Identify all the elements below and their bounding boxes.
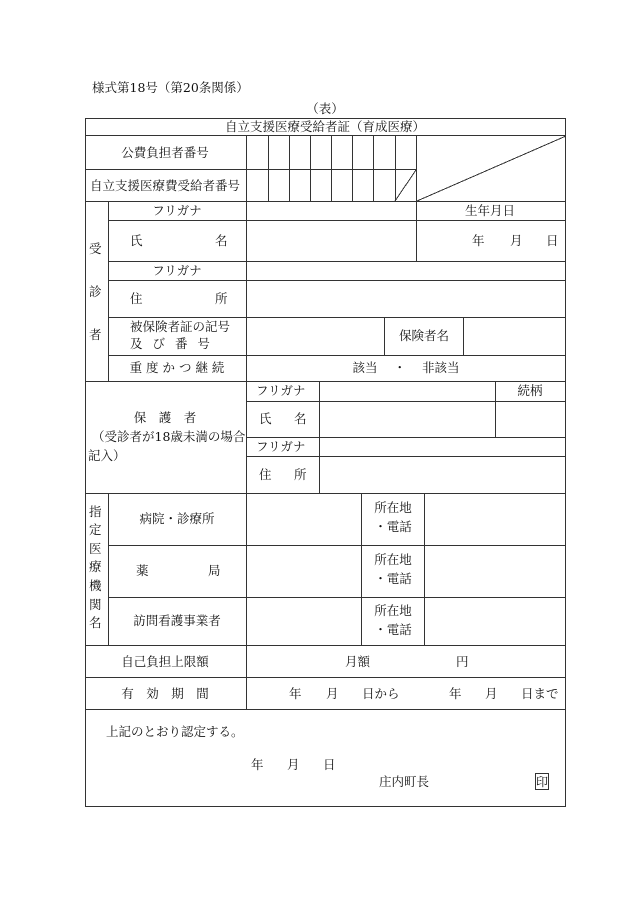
pharmacy-location-label-2: ・電話 (374, 571, 412, 586)
patient-name-label-1: 氏 (130, 233, 143, 248)
side-indicator: （表） (306, 101, 344, 116)
institution-label-4: 療 (89, 559, 102, 574)
copay-label: 自己負担上限額 (121, 654, 209, 669)
institution-label-2: 定 (89, 522, 102, 537)
patient-address-label-1: 住 (130, 291, 143, 306)
guardian-address-label-2: 所 (294, 467, 307, 482)
form-title: 自立支援医療受給者証（育成医療） (224, 119, 426, 134)
institution-label-3: 医 (89, 541, 102, 556)
seal-mark: 印 (536, 775, 549, 789)
guardian-section-note-2: 記入） (88, 448, 126, 463)
severe-continuous-label: 重 度 か つ 継 続 (129, 360, 225, 375)
patient-section-label-1: 受 (89, 241, 102, 256)
copay-monthly: 月額 (345, 654, 371, 669)
patient-name-label-2: 名 (215, 233, 228, 248)
hospital-label: 病院・診療所 (139, 511, 215, 526)
public-payer-number-label: 公費負担者番号 (121, 145, 209, 160)
hospital-location-label-1: 所在地 (374, 500, 412, 515)
severe-options: 該当 ・ 非該当 (352, 360, 460, 375)
guardian-address-label-1: 住 (259, 467, 272, 482)
guardian-name-label-1: 氏 (259, 411, 272, 426)
validity-label: 有 効 期 間 (121, 686, 209, 701)
patient-furigana2-label: フリガナ (152, 263, 202, 278)
guardian-section-note-1: （受診者が18歳未満の場合 (92, 429, 246, 444)
insurer-name-label: 保険者名 (398, 328, 450, 343)
certification-year: 年 (251, 757, 264, 772)
patient-section-label-3: 者 (89, 327, 102, 342)
birth-date-label: 生年月日 (464, 203, 516, 218)
guardian-furigana-label: フリガナ (256, 383, 306, 398)
guardian-section-label: 保 護 者 (133, 410, 197, 425)
validity-to-day: 日まで (521, 686, 559, 701)
pharmacy-location-label-1: 所在地 (374, 552, 412, 567)
insurance-card-label-2: 及 び 番 号 (130, 336, 213, 351)
institution-label-7: 名 (89, 615, 102, 630)
validity-to-year: 年 (449, 686, 462, 701)
patient-section-label-2: 診 (89, 284, 102, 299)
form-number: 様式第18号（第20条関係） (92, 80, 249, 95)
nursing-location-label-2: ・電話 (374, 622, 412, 637)
guardian-furigana2-label: フリガナ (256, 439, 306, 454)
insurance-card-label-1: 被保険者証の記号 (130, 319, 231, 334)
birth-day-placeholder: 日 (546, 233, 559, 248)
institution-label-6: 関 (89, 597, 102, 612)
nursing-location-label-1: 所在地 (374, 603, 412, 618)
certification-month: 月 (287, 757, 300, 772)
certification-day: 日 (323, 757, 336, 772)
institution-label-5: 機 (89, 578, 102, 593)
birth-year-placeholder: 年 (472, 233, 485, 248)
certification-statement: 上記のとおり認定する。 (106, 724, 244, 739)
birth-month-placeholder: 月 (510, 233, 523, 248)
pharmacy-label-1: 薬 (136, 563, 149, 578)
relationship-label: 続柄 (517, 383, 543, 398)
pharmacy-label-2: 局 (208, 563, 221, 578)
hospital-location-label-2: ・電話 (374, 519, 412, 534)
nursing-label: 訪問看護事業者 (133, 613, 221, 628)
patient-address-label-2: 所 (215, 291, 228, 306)
validity-from-month: 月 (326, 686, 339, 701)
issuer-name: 庄内町長 (379, 774, 430, 789)
recipient-number-label: 自立支援医療費受給者番号 (89, 178, 241, 193)
validity-to-month: 月 (485, 686, 498, 701)
validity-from-year: 年 (289, 686, 302, 701)
patient-furigana-label: フリガナ (152, 203, 202, 218)
copay-yen: 円 (456, 654, 469, 669)
guardian-name-label-2: 名 (294, 411, 307, 426)
validity-from-day: 日から (362, 686, 400, 701)
institution-label-1: 指 (89, 504, 102, 519)
